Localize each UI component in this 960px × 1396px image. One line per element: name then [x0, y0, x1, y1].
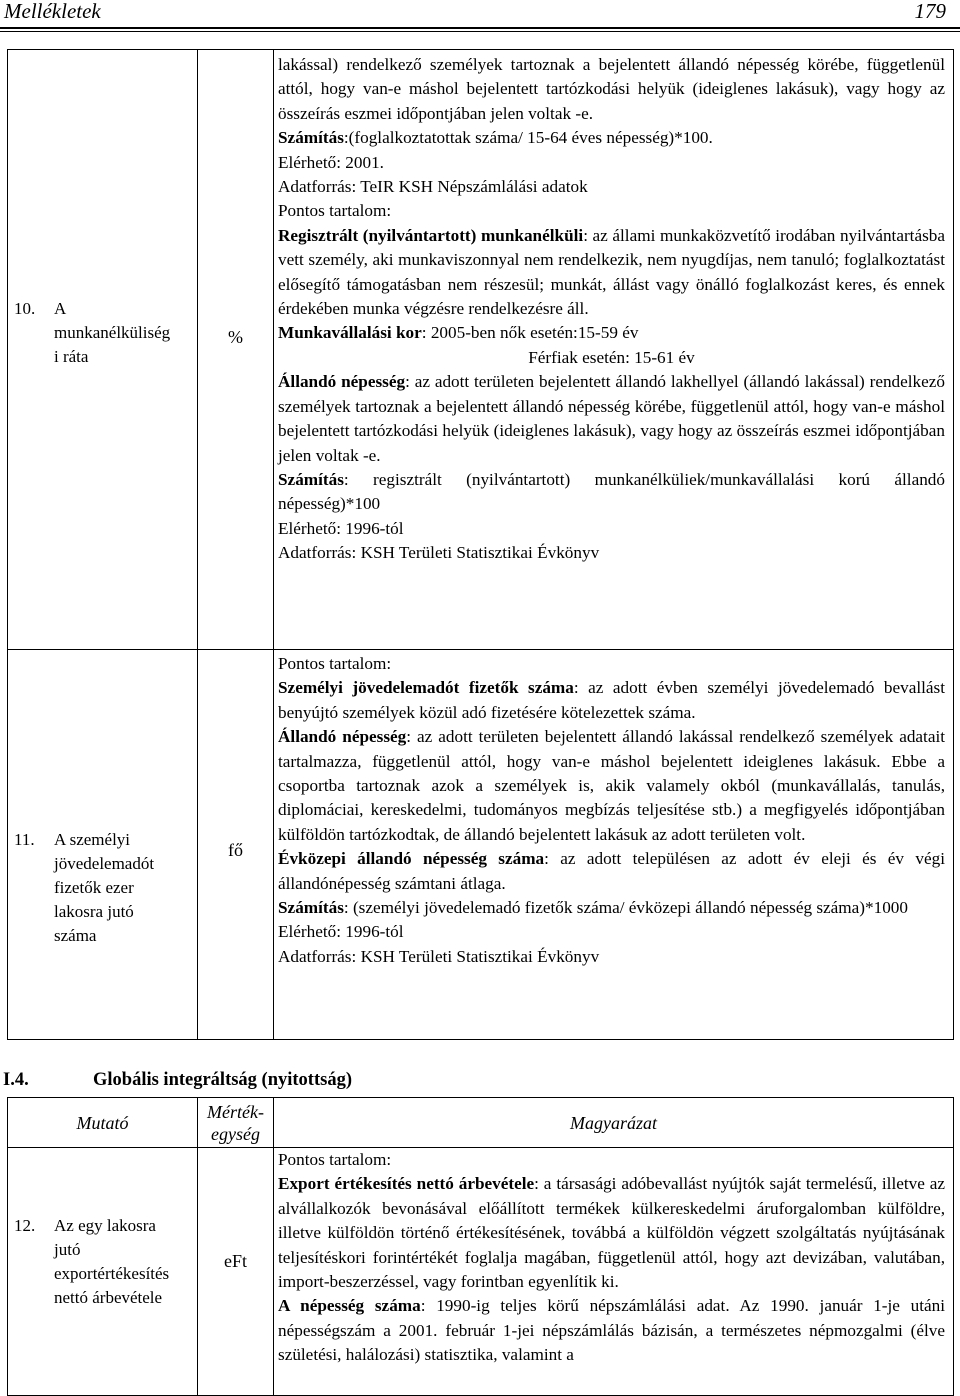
term-text: Elérhető: 1996-tól — [278, 518, 404, 538]
indicator-number: 12. — [14, 1215, 36, 1235]
term-label: Évközepi állandó népesség száma — [278, 849, 545, 869]
description-cell-10 — [274, 50, 954, 650]
description-paragraph — [278, 126, 945, 150]
indicator-name: Az egy lakosra jutó exportértékesítés nettó árbevétele — [54, 1215, 170, 1307]
description-paragraph — [278, 151, 945, 175]
term-text: : az adott területen bejelentett állandó lakással rendelkező személyek adatait tartalmazza, függetlenül attól, hogy van-e máshol bejelentett ideiglenes lakásuk. Ebbe a csoportba tartoznak azok a személyek is, akik valamely okból (munkavállalás, tanulás, diplomáciai, kereskedelmi, tudományos megbízás teljesítése stb.) a megfigyelés időpontjában külföldön tartózkodtak, de állandó bejelentett lakásuk az adott területen volt. — [278, 727, 946, 844]
description-11 — [278, 650, 945, 969]
term-text: : a társasági adóbevallást nyújtók saját termelésű, illetve az alvállalkozók bevonásával előállított termékek külkereskedelmi áruforgalomban külföldre, illetve külföldön történő értékesítésének, továbbá a külföldön végzett szolgáltatás nyújtásának teljesítéskori forintértékét foglalja magában, függetlenül attól, hogy azt devizában, valutában, import-beszerzéssel, vagy forintban egyenlítik ki. — [278, 1174, 945, 1292]
term-label: Regisztrált (nyilvántartott) munkanélküli — [278, 225, 584, 245]
unit-label: % — [228, 327, 243, 347]
term-text: Adatforrás: KSH Területi Statisztikai Évkönyv — [278, 946, 600, 966]
header-mertekegyseg: Mérték- egység — [198, 1098, 274, 1148]
term-label: Számítás — [278, 469, 344, 489]
term-text: : 1990-ig teljes körű népszámlálási adat. Az 1990. január 1-je utáni népességszám a 2001. február 1-jei népszámlálás bázisán, a természetes népmozgalmi (élve születési, halálozási) statisztika, valamint a — [278, 1296, 946, 1365]
term-text: Pontos tartalom: — [278, 1150, 392, 1169]
page-header — [0, 0, 960, 28]
description-cell-12 — [274, 1148, 954, 1396]
description-paragraph — [278, 468, 945, 517]
header-rule-thin — [0, 31, 960, 32]
term-label: Állandó népesség — [278, 727, 407, 747]
unit-cell-10 — [198, 50, 274, 650]
term-text: : az adott településen az adott év eleji és év végi állandónépesség számtani átlaga. — [278, 849, 945, 893]
description-paragraph — [278, 1172, 945, 1294]
term-text: : az állami munkaközvetítő irodában nyilvántartásba vett személy, aki munkaviszonnyal nem rendelkezik, nem nyugdíjas, nem tanuló; foglalkoztatást elősegítő támogatásban nem részesül; munkát, állást vagy önálló foglalkozást keres, és ennek érdekében munka végzésre rendelkezésre áll. — [278, 225, 945, 319]
section-heading — [3, 1070, 352, 1091]
header-rule — [0, 27, 960, 29]
page-number: 179 — [914, 0, 946, 23]
table-row-10 — [8, 50, 954, 650]
description-paragraph — [278, 321, 945, 345]
description-paragraph — [278, 896, 945, 920]
description-paragraph — [278, 847, 945, 896]
indicator-number: 11. — [14, 829, 35, 849]
header-title: Mellékletek — [4, 0, 101, 23]
section-title: Globális integráltság (nyitottság) — [93, 1070, 352, 1090]
description-12 — [278, 1148, 945, 1368]
term-label: Számítás — [278, 898, 344, 918]
term-label: Személyi jövedelemadót fizetők száma — [278, 678, 574, 698]
table-row-12 — [8, 1148, 954, 1396]
table-header-row — [8, 1098, 954, 1148]
term-label: Munkavállalási kor — [278, 323, 422, 343]
description-paragraph — [278, 676, 945, 725]
term-text: : az adott területen bejelentett állandó lakhellyel (állandó lakással) rendelkező személyek tartoznak a bejelentett állandó népesség körébe, függetlenül attól, hogy van-e máshol bejelentett tartózkodási helyük (ideiglenes lakásuk), vagy hogy az összeírás eszmei időpontjában jelen voltak -e. — [278, 372, 945, 465]
indicator-table-2 — [7, 1097, 954, 1396]
table-row-11 — [8, 650, 954, 1040]
description-cell-11 — [274, 650, 954, 1040]
description-paragraph — [278, 199, 945, 223]
term-text: lakással) rendelkező személyek tartoznak a bejelentett állandó népesség körébe, függetlenül attól, hogy van-e máshol bejelentett tartózkodási helyük (ideiglenes lakásuk), vagy hogy az összeírás eszmei időpontjában jelen voltak -e. — [278, 55, 945, 123]
term-text: Elérhető: 1996-tól — [278, 922, 404, 942]
section-number: I.4. — [3, 1070, 29, 1090]
term-label: Export értékesítés nettó árbevétele — [278, 1174, 535, 1194]
description-paragraph — [278, 725, 945, 847]
term-label: Számítás — [278, 128, 344, 148]
description-paragraph — [278, 1294, 945, 1367]
term-text: : regisztrált (nyilvántartott) munkanélküliek/munkavállalási korú állandó népesség)*100 — [278, 469, 945, 514]
term-text: :(foglalkoztatottak száma/ 15-64 éves népesség)*100. — [343, 128, 713, 148]
term-text: : 2005-ben nők esetén:15-59 év — [421, 323, 639, 343]
indicator-cell-10 — [8, 50, 198, 650]
term-text: Elérhető: 2001. — [278, 152, 384, 172]
unit-cell-12 — [198, 1148, 274, 1396]
description-paragraph — [278, 920, 945, 944]
indicator-name: A személyi jövedelemadót fizetők ezer lakosra jutó száma — [54, 829, 155, 945]
description-paragraph — [278, 1148, 945, 1172]
term-text: Adatforrás: TeIR KSH Népszámlálási adatok — [278, 177, 588, 197]
term-text: Pontos tartalom: — [278, 654, 392, 673]
indicator-cell-12 — [8, 1148, 198, 1396]
description-paragraph — [278, 370, 945, 468]
indicator-name: A munkanélküliség i ráta — [54, 298, 171, 366]
term-text: Pontos tartalom: — [278, 201, 392, 221]
term-text: Adatforrás: KSH Területi Statisztikai Évkönyv — [278, 543, 600, 563]
unit-label: fő — [228, 840, 243, 860]
term-label: Állandó népesség — [278, 372, 406, 392]
description-10 — [278, 50, 945, 566]
unit-cell-11 — [198, 650, 274, 1040]
indicator-number: 10. — [14, 298, 36, 318]
term-text: Férfiak esetén: 15-61 év — [528, 347, 695, 367]
header-magyarazat: Magyarázat — [274, 1098, 954, 1148]
description-paragraph — [278, 517, 945, 541]
term-text: : (személyi jövedelemadó fizetők száma/ évközepi állandó népesség száma)*1000 — [343, 898, 908, 918]
indicator-cell-11 — [8, 650, 198, 1040]
description-paragraph — [278, 224, 945, 322]
description-paragraph — [278, 53, 945, 126]
unit-label: eFt — [223, 1251, 247, 1271]
term-text: : az adott évben személyi jövedelemadó bevallást benyújtó személyek közül adó fizetésére kötelezettek száma. — [278, 678, 945, 722]
description-paragraph — [278, 175, 945, 199]
description-paragraph — [278, 346, 945, 370]
indicator-table-1 — [7, 49, 954, 1040]
description-paragraph — [278, 652, 945, 676]
description-paragraph — [278, 945, 945, 969]
term-label: A népesség száma — [278, 1296, 421, 1316]
description-paragraph — [278, 541, 945, 565]
header-mutato: Mutató — [8, 1098, 198, 1148]
